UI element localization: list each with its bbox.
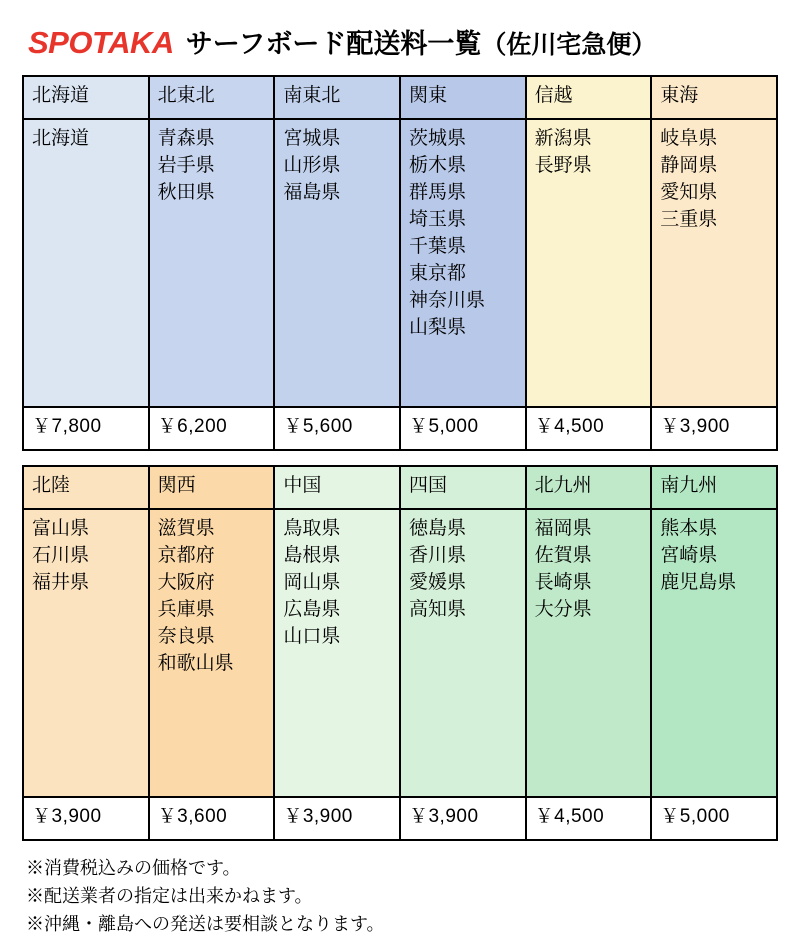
prefecture-name: 山梨県: [408, 316, 466, 338]
price-row: [23, 407, 777, 450]
prefecture-name: 福岡県: [534, 517, 592, 539]
note-item: ※配送業者の指定は出来かねます。: [26, 885, 313, 906]
prefecture-row: [23, 119, 777, 407]
prefecture-name: 東京都: [408, 262, 466, 284]
prefecture-cell-3: [400, 119, 526, 407]
price-cell-2: ￥3,900: [274, 797, 400, 840]
prefecture-name: 岐阜県: [660, 127, 718, 149]
prefecture-name: 和歌山県: [157, 652, 234, 674]
prefecture-name: 栃木県: [408, 154, 466, 176]
price-cell-3: ￥5,000: [400, 407, 526, 450]
price-cell-4: ￥4,500: [526, 797, 652, 840]
prefecture-name: 石川県: [32, 544, 90, 566]
fee-table-south: [22, 465, 778, 841]
page-title-text: サーフボード配送料一覧: [185, 29, 482, 59]
prefecture-name: 新潟県: [534, 127, 592, 149]
prefecture-name: 千葉県: [408, 235, 466, 257]
prefecture-name: 群馬県: [408, 181, 466, 203]
region-header-4: 信越: [526, 76, 652, 119]
prefecture-name: 岡山県: [283, 571, 341, 593]
prefecture-cell-3: [400, 509, 526, 797]
prefecture-name: 富山県: [32, 517, 90, 539]
price-cell-2: ￥5,600: [274, 407, 400, 450]
prefecture-name: 島根県: [283, 544, 341, 566]
region-header-3: 関東: [400, 76, 526, 119]
prefecture-cell-5: [651, 509, 777, 797]
region-header-2: 南東北: [274, 76, 400, 119]
price-cell-5: ￥3,900: [651, 407, 777, 450]
note-item: ※消費税込みの価格です。: [26, 857, 241, 878]
prefecture-cell-2: [274, 119, 400, 407]
prefecture-name: 茨城県: [408, 127, 466, 149]
prefecture-cell-1: [149, 509, 275, 797]
prefecture-name: 鹿児島県: [660, 571, 737, 593]
region-header-0: 北陸: [23, 466, 149, 509]
price-cell-0: ￥7,800: [23, 407, 149, 450]
price-cell-1: ￥6,200: [149, 407, 275, 450]
prefecture-name: 高知県: [408, 598, 466, 620]
fee-table-north: [22, 75, 778, 451]
price-cell-1: ￥3,600: [149, 797, 275, 840]
price-cell-4: ￥4,500: [526, 407, 652, 450]
region-header-5: 南九州: [651, 466, 777, 509]
prefecture-name: 福井県: [32, 571, 90, 593]
prefecture-name: 長野県: [534, 154, 592, 176]
region-header-1: 北東北: [149, 76, 275, 119]
prefecture-name: 京都府: [157, 544, 215, 566]
prefecture-name: 宮城県: [283, 127, 341, 149]
page-title-carrier: （佐川宅急便）: [481, 31, 657, 59]
prefecture-name: 滋賀県: [157, 517, 215, 539]
prefecture-cell-4: [526, 119, 652, 407]
prefecture-name: 岩手県: [157, 154, 215, 176]
prefecture-name: 三重県: [660, 208, 718, 230]
prefecture-name: 神奈川県: [408, 289, 485, 311]
prefecture-cell-0: [23, 509, 149, 797]
prefecture-name: 香川県: [408, 544, 466, 566]
region-header-row: [23, 466, 777, 509]
prefecture-name: 大分県: [534, 598, 592, 620]
page-title: [28, 22, 778, 61]
region-header-5: 東海: [651, 76, 777, 119]
price-row: [23, 797, 777, 840]
price-cell-0: ￥3,900: [23, 797, 149, 840]
prefecture-name: 山形県: [283, 154, 341, 176]
price-cell-5: ￥5,000: [651, 797, 777, 840]
brand-logo: SPOTAKA: [28, 25, 174, 60]
prefecture-name: 山口県: [283, 625, 341, 647]
prefecture-name: 鳥取県: [283, 517, 341, 539]
prefecture-name: 福島県: [283, 181, 341, 203]
region-header-2: 中国: [274, 466, 400, 509]
notes-list: [26, 855, 778, 939]
prefecture-name: 熊本県: [660, 517, 718, 539]
prefecture-name: 長崎県: [534, 571, 592, 593]
prefecture-name: 愛媛県: [408, 571, 466, 593]
prefecture-name: 奈良県: [157, 625, 215, 647]
prefecture-name: 北海道: [32, 127, 90, 149]
prefecture-name: 埼玉県: [408, 208, 466, 230]
prefecture-name: 佐賀県: [534, 544, 592, 566]
prefecture-cell-5: [651, 119, 777, 407]
prefecture-cell-1: [149, 119, 275, 407]
region-header-row: [23, 76, 777, 119]
region-header-0: 北海道: [23, 76, 149, 119]
prefecture-name: 秋田県: [157, 181, 215, 203]
note-item: ※沖縄・離島への発送は要相談となります。: [26, 913, 385, 934]
prefecture-name: 宮崎県: [660, 544, 718, 566]
prefecture-cell-2: [274, 509, 400, 797]
prefecture-name: 静岡県: [660, 154, 718, 176]
prefecture-row: [23, 509, 777, 797]
prefecture-name: 広島県: [283, 598, 341, 620]
prefecture-name: 愛知県: [660, 181, 718, 203]
price-cell-3: ￥3,900: [400, 797, 526, 840]
prefecture-cell-4: [526, 509, 652, 797]
prefecture-cell-0: [23, 119, 149, 407]
prefecture-name: 徳島県: [408, 517, 466, 539]
prefecture-name: 兵庫県: [157, 598, 215, 620]
region-header-1: 関西: [149, 466, 275, 509]
prefecture-name: 大阪府: [157, 571, 215, 593]
prefecture-name: 青森県: [157, 127, 215, 149]
region-header-3: 四国: [400, 466, 526, 509]
region-header-4: 北九州: [526, 466, 652, 509]
